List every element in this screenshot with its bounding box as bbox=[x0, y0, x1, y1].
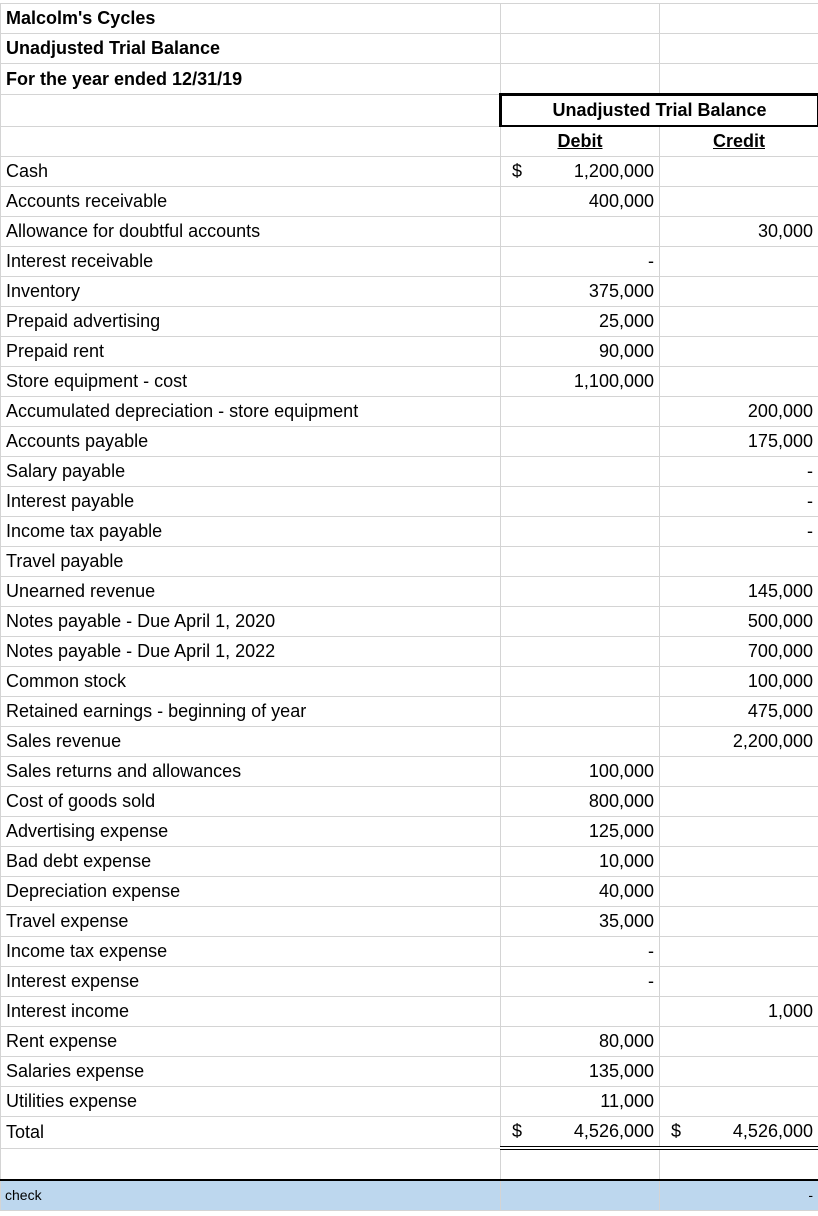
debit-cell[interactable]: 25,000 bbox=[501, 307, 660, 337]
empty-cell[interactable] bbox=[660, 34, 818, 64]
account-name[interactable]: Accounts receivable bbox=[1, 187, 501, 217]
account-name[interactable]: Unearned revenue bbox=[1, 577, 501, 607]
account-row bbox=[1, 157, 818, 187]
check-label[interactable]: check bbox=[1, 1180, 501, 1211]
account-row bbox=[1, 517, 818, 547]
account-row bbox=[1, 487, 818, 517]
empty-cell[interactable] bbox=[1, 126, 501, 157]
account-name[interactable]: Interest income bbox=[1, 997, 501, 1027]
account-name[interactable]: Store equipment - cost bbox=[1, 367, 501, 397]
debit-cell[interactable]: 375,000 bbox=[501, 277, 660, 307]
debit-cell[interactable]: - bbox=[501, 967, 660, 997]
account-row bbox=[1, 787, 818, 817]
credit-cell[interactable] bbox=[660, 337, 818, 367]
credit-cell[interactable] bbox=[660, 967, 818, 997]
credit-cell[interactable] bbox=[660, 877, 818, 907]
credit-cell[interactable]: - bbox=[660, 487, 818, 517]
account-name[interactable]: Accounts payable bbox=[1, 427, 501, 457]
currency-symbol: $ bbox=[671, 1121, 682, 1141]
debit-cell[interactable]: - bbox=[501, 937, 660, 967]
account-name[interactable]: Common stock bbox=[1, 667, 501, 697]
account-name[interactable]: Interest receivable bbox=[1, 247, 501, 277]
account-row bbox=[1, 727, 818, 757]
account-row bbox=[1, 307, 818, 337]
debit-cell[interactable]: 1,100,000 bbox=[501, 367, 660, 397]
credit-cell[interactable]: 30,000 bbox=[660, 217, 818, 247]
credit-cell[interactable]: 475,000 bbox=[660, 697, 818, 727]
debit-cell[interactable]: 35,000 bbox=[501, 907, 660, 937]
account-name[interactable]: Income tax payable bbox=[1, 517, 501, 547]
account-name[interactable]: Retained earnings - beginning of year bbox=[1, 697, 501, 727]
trial-balance-table bbox=[0, 3, 818, 1211]
account-row bbox=[1, 247, 818, 277]
account-row bbox=[1, 637, 818, 667]
empty-cell[interactable] bbox=[1, 1148, 501, 1180]
debit-value: 1,200,000 bbox=[573, 161, 654, 181]
account-row bbox=[1, 1027, 818, 1057]
account-name[interactable]: Notes payable - Due April 1, 2022 bbox=[1, 637, 501, 667]
account-name[interactable]: Depreciation expense bbox=[1, 877, 501, 907]
debit-cell[interactable] bbox=[501, 727, 660, 757]
credit-cell[interactable] bbox=[660, 1027, 818, 1057]
credit-cell[interactable] bbox=[660, 787, 818, 817]
debit-cell[interactable] bbox=[501, 427, 660, 457]
account-row bbox=[1, 667, 818, 697]
header-row bbox=[1, 126, 818, 157]
account-row bbox=[1, 217, 818, 247]
check-value[interactable]: - bbox=[660, 1180, 818, 1211]
credit-cell[interactable]: 175,000 bbox=[660, 427, 818, 457]
account-row bbox=[1, 997, 818, 1027]
total-debit-value: 4,526,000 bbox=[573, 1121, 654, 1141]
debit-cell[interactable] bbox=[501, 487, 660, 517]
debit-cell[interactable] bbox=[501, 157, 660, 187]
total-credit[interactable] bbox=[660, 1117, 818, 1149]
credit-cell[interactable]: 100,000 bbox=[660, 667, 818, 697]
credit-cell[interactable]: 200,000 bbox=[660, 397, 818, 427]
credit-header-label: Credit bbox=[712, 131, 765, 151]
total-debit[interactable] bbox=[501, 1117, 660, 1149]
account-row bbox=[1, 547, 818, 577]
account-row bbox=[1, 427, 818, 457]
empty-cell[interactable] bbox=[501, 34, 660, 64]
account-name[interactable]: Rent expense bbox=[1, 1027, 501, 1057]
empty-cell[interactable] bbox=[1, 95, 501, 127]
account-row bbox=[1, 397, 818, 427]
account-name[interactable]: Cash bbox=[1, 157, 501, 187]
credit-cell[interactable] bbox=[660, 847, 818, 877]
credit-cell[interactable] bbox=[660, 937, 818, 967]
account-row bbox=[1, 607, 818, 637]
account-name[interactable]: Allowance for doubtful accounts bbox=[1, 217, 501, 247]
credit-cell[interactable]: 1,000 bbox=[660, 997, 818, 1027]
account-row bbox=[1, 187, 818, 217]
account-name[interactable]: Bad debt expense bbox=[1, 847, 501, 877]
debit-cell[interactable] bbox=[501, 697, 660, 727]
debit-cell[interactable] bbox=[501, 667, 660, 697]
empty-cell[interactable] bbox=[660, 1148, 818, 1180]
account-name[interactable]: Interest payable bbox=[1, 487, 501, 517]
account-row bbox=[1, 967, 818, 997]
credit-header[interactable] bbox=[660, 126, 818, 157]
title-row bbox=[1, 64, 818, 95]
report-title[interactable]: Unadjusted Trial Balance bbox=[1, 34, 501, 64]
account-row bbox=[1, 847, 818, 877]
credit-cell[interactable] bbox=[660, 307, 818, 337]
account-name[interactable]: Interest expense bbox=[1, 967, 501, 997]
debit-cell[interactable] bbox=[501, 577, 660, 607]
debit-cell[interactable]: 400,000 bbox=[501, 187, 660, 217]
total-credit-value: 4,526,000 bbox=[732, 1121, 813, 1141]
debit-cell[interactable] bbox=[501, 547, 660, 577]
report-period[interactable]: For the year ended 12/31/19 bbox=[1, 64, 501, 95]
debit-cell[interactable]: 135,000 bbox=[501, 1057, 660, 1087]
debit-cell[interactable]: 100,000 bbox=[501, 757, 660, 787]
currency-symbol: $ bbox=[512, 1121, 523, 1141]
account-name[interactable]: Prepaid advertising bbox=[1, 307, 501, 337]
credit-cell[interactable]: - bbox=[660, 457, 818, 487]
credit-cell[interactable] bbox=[660, 547, 818, 577]
debit-cell[interactable] bbox=[501, 217, 660, 247]
account-name[interactable]: Sales revenue bbox=[1, 727, 501, 757]
column-group-header[interactable]: Unadjusted Trial Balance bbox=[501, 95, 818, 127]
credit-cell[interactable] bbox=[660, 757, 818, 787]
debit-cell[interactable]: 10,000 bbox=[501, 847, 660, 877]
credit-cell[interactable]: 145,000 bbox=[660, 577, 818, 607]
credit-cell[interactable]: 2,200,000 bbox=[660, 727, 818, 757]
account-row bbox=[1, 877, 818, 907]
account-name[interactable]: Travel expense bbox=[1, 907, 501, 937]
debit-cell[interactable]: 40,000 bbox=[501, 877, 660, 907]
account-name[interactable]: Notes payable - Due April 1, 2020 bbox=[1, 607, 501, 637]
account-row bbox=[1, 457, 818, 487]
account-row bbox=[1, 277, 818, 307]
account-row bbox=[1, 367, 818, 397]
account-name[interactable]: Travel payable bbox=[1, 547, 501, 577]
debit-cell[interactable] bbox=[501, 397, 660, 427]
credit-cell[interactable]: 700,000 bbox=[660, 637, 818, 667]
credit-cell[interactable] bbox=[660, 277, 818, 307]
empty-cell[interactable] bbox=[501, 64, 660, 95]
account-name[interactable]: Prepaid rent bbox=[1, 337, 501, 367]
account-row bbox=[1, 337, 818, 367]
company-name[interactable]: Malcolm's Cycles bbox=[1, 4, 501, 34]
debit-cell[interactable]: 11,000 bbox=[501, 1087, 660, 1117]
debit-cell[interactable]: 125,000 bbox=[501, 817, 660, 847]
account-name[interactable]: Inventory bbox=[1, 277, 501, 307]
debit-header-label: Debit bbox=[557, 131, 603, 151]
account-name[interactable]: Salaries expense bbox=[1, 1057, 501, 1087]
title-row bbox=[1, 4, 818, 34]
account-row bbox=[1, 937, 818, 967]
header-row bbox=[1, 95, 818, 127]
credit-cell[interactable] bbox=[660, 187, 818, 217]
total-label[interactable]: Total bbox=[1, 1117, 501, 1149]
credit-cell[interactable]: 500,000 bbox=[660, 607, 818, 637]
debit-cell[interactable] bbox=[501, 637, 660, 667]
account-name[interactable]: Cost of goods sold bbox=[1, 787, 501, 817]
account-row bbox=[1, 577, 818, 607]
credit-cell[interactable] bbox=[660, 367, 818, 397]
title-row bbox=[1, 34, 818, 64]
account-row bbox=[1, 1087, 818, 1117]
credit-cell[interactable] bbox=[660, 1087, 818, 1117]
debit-cell[interactable]: 80,000 bbox=[501, 1027, 660, 1057]
credit-cell[interactable]: - bbox=[660, 517, 818, 547]
empty-cell[interactable] bbox=[660, 4, 818, 34]
account-name[interactable]: Advertising expense bbox=[1, 817, 501, 847]
debit-cell[interactable]: 90,000 bbox=[501, 337, 660, 367]
currency-symbol: $ bbox=[512, 161, 523, 181]
blank-row bbox=[1, 1148, 818, 1180]
check-row bbox=[1, 1180, 818, 1211]
credit-cell[interactable] bbox=[660, 817, 818, 847]
credit-cell[interactable] bbox=[660, 907, 818, 937]
account-name[interactable]: Income tax expense bbox=[1, 937, 501, 967]
empty-cell[interactable] bbox=[501, 1180, 660, 1211]
debit-cell[interactable] bbox=[501, 457, 660, 487]
total-row bbox=[1, 1117, 818, 1149]
credit-cell[interactable] bbox=[660, 1057, 818, 1087]
debit-cell[interactable] bbox=[501, 517, 660, 547]
account-name[interactable]: Accumulated depreciation - store equipment bbox=[1, 397, 501, 427]
empty-cell[interactable] bbox=[501, 1148, 660, 1180]
debit-cell[interactable]: 800,000 bbox=[501, 787, 660, 817]
debit-header[interactable] bbox=[501, 126, 660, 157]
account-name[interactable]: Sales returns and allowances bbox=[1, 757, 501, 787]
debit-cell[interactable] bbox=[501, 997, 660, 1027]
account-name[interactable]: Utilities expense bbox=[1, 1087, 501, 1117]
empty-cell[interactable] bbox=[501, 4, 660, 34]
empty-cell[interactable] bbox=[660, 64, 818, 95]
debit-cell[interactable] bbox=[501, 607, 660, 637]
account-name[interactable]: Salary payable bbox=[1, 457, 501, 487]
account-row bbox=[1, 757, 818, 787]
credit-cell[interactable] bbox=[660, 247, 818, 277]
account-row bbox=[1, 817, 818, 847]
account-row bbox=[1, 1057, 818, 1087]
debit-cell[interactable]: - bbox=[501, 247, 660, 277]
credit-cell[interactable] bbox=[660, 157, 818, 187]
account-row bbox=[1, 907, 818, 937]
account-row bbox=[1, 697, 818, 727]
